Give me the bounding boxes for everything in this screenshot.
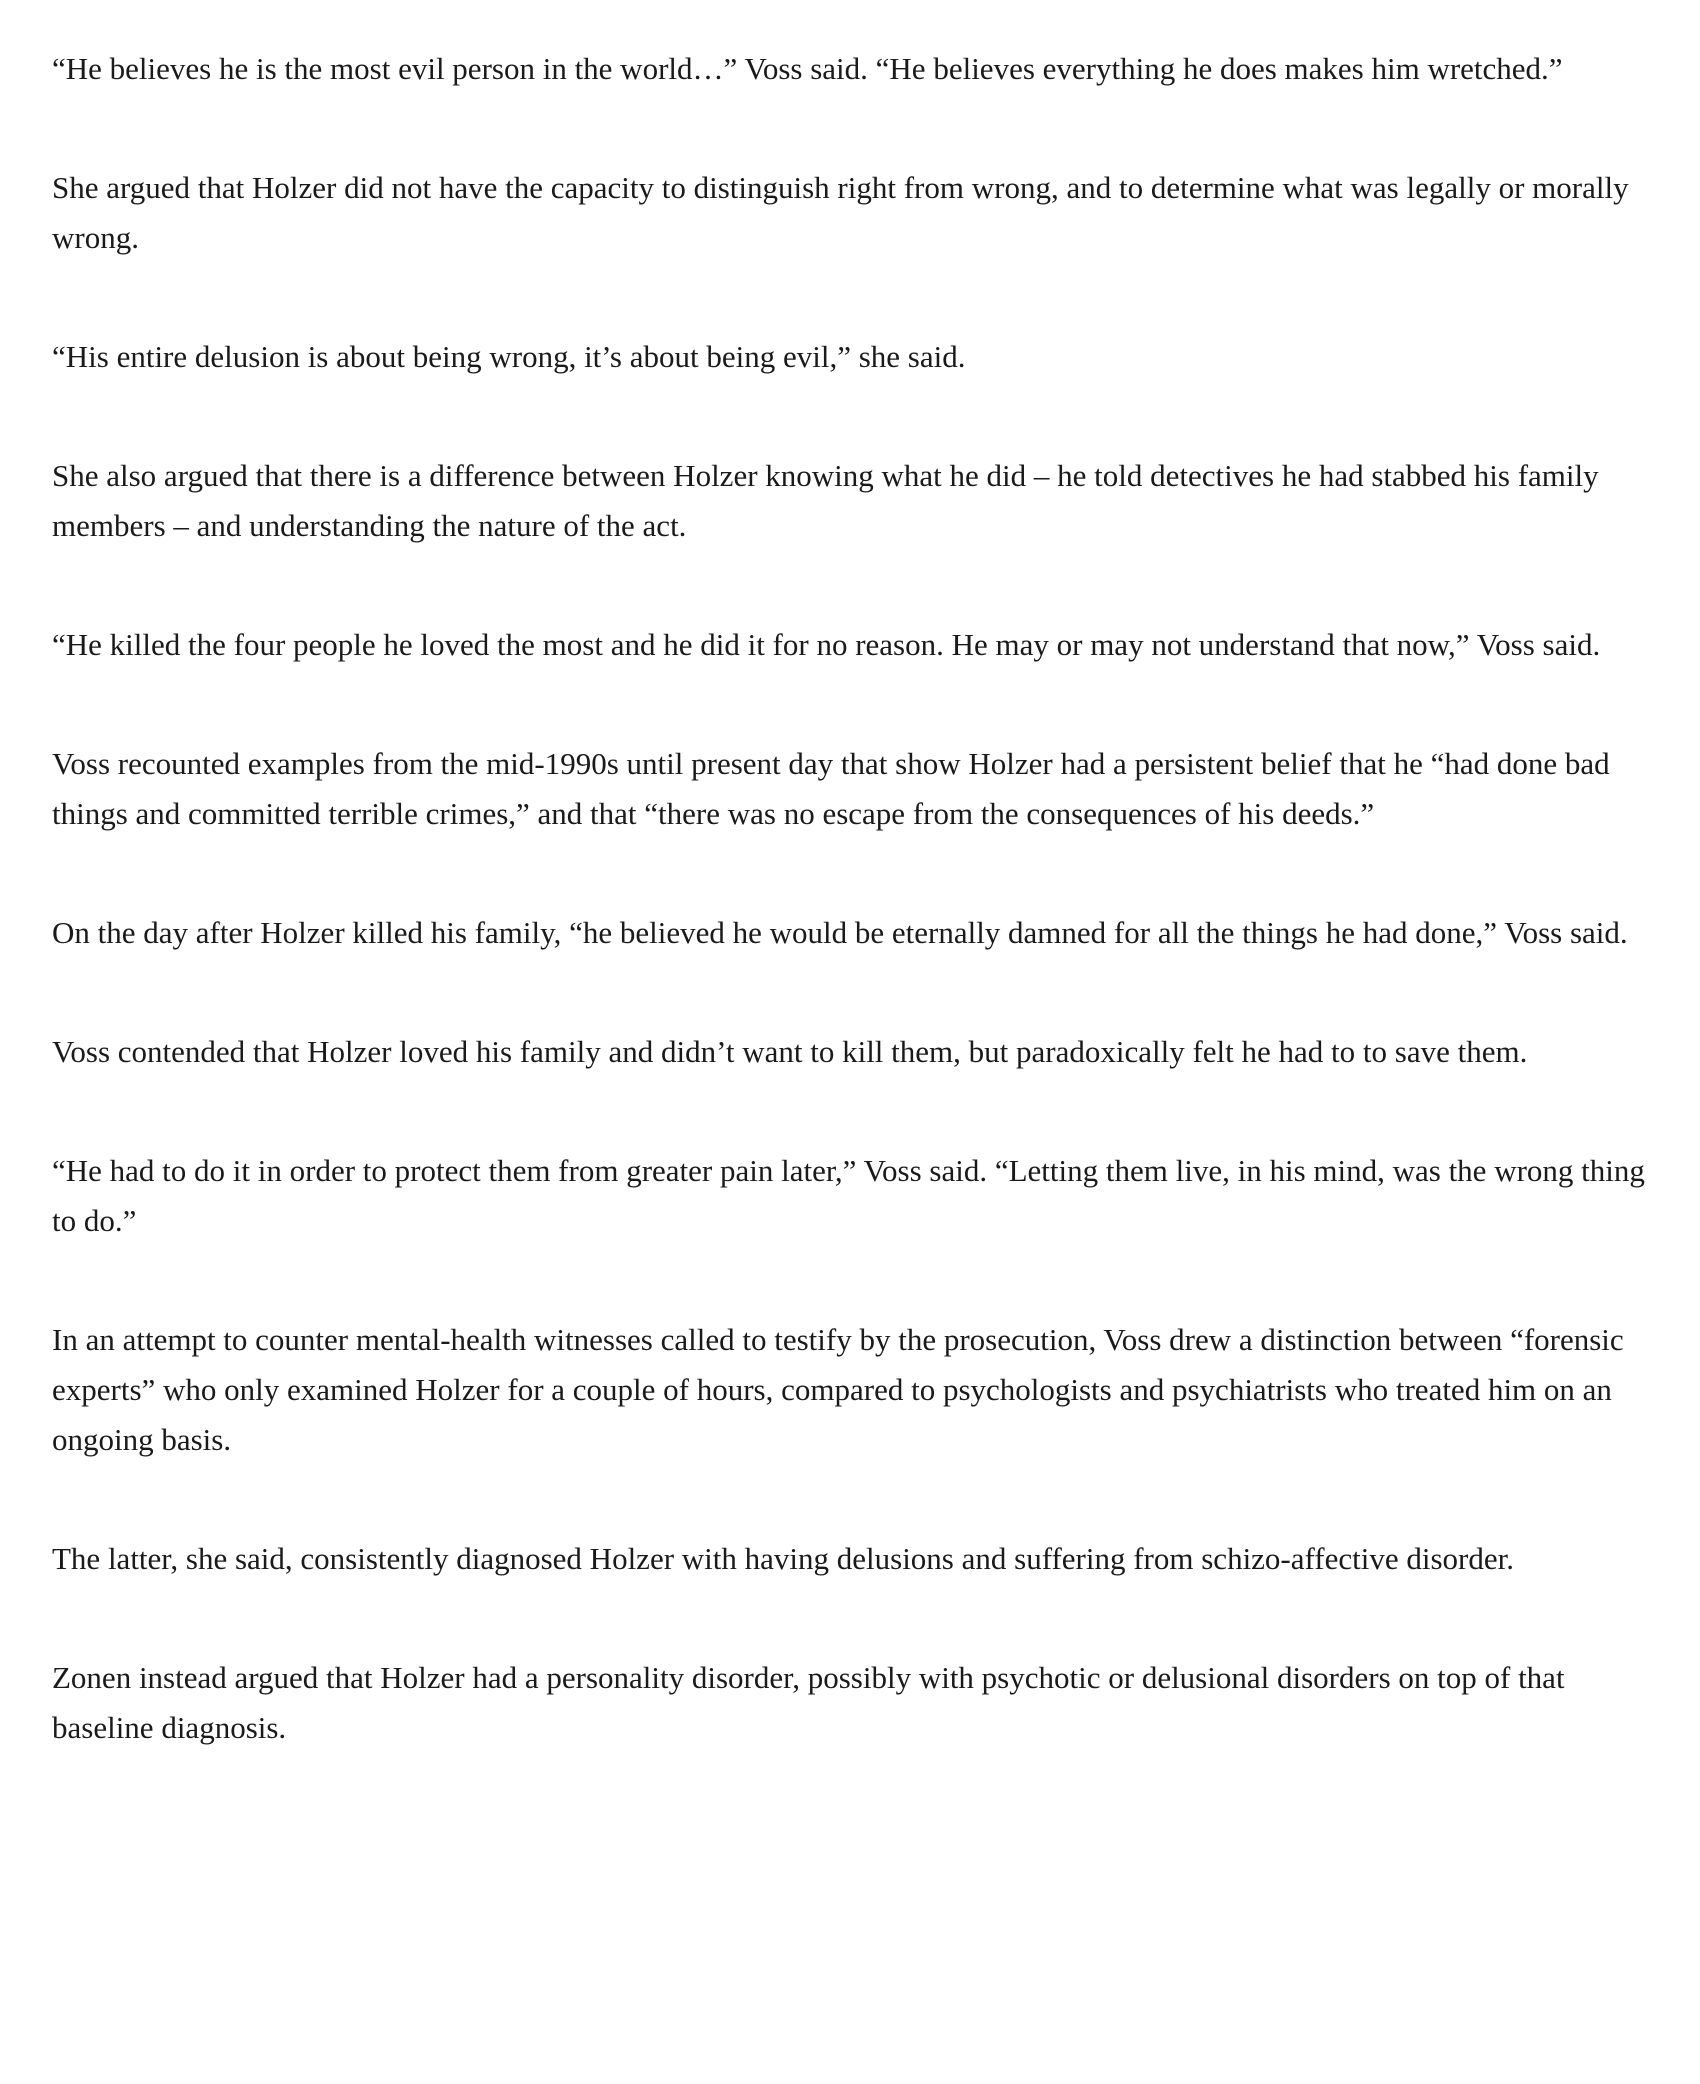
paragraph-9: “He had to do it in order to protect them from greater pain later,” Voss said. “Letting them live, in his mind, was the wrong thing to do.”	[52, 1153, 1645, 1238]
paragraph-2: She argued that Holzer did not have the capacity to distinguish right from wrong, and to determine what was legally or morally wrong.	[52, 170, 1629, 255]
paragraph-4: She also argued that there is a difference between Holzer knowing what he did – he told detectives he had stabbed his family members – and understanding the nature of the act.	[52, 458, 1599, 543]
document-page	[52, 44, 1672, 1753]
paragraph-10: In an attempt to counter mental-health witnesses called to testify by the prosecution, Voss drew a distinction between “forensic experts” who only examined Holzer for a couple of hours, compared to psychologists and psychiatrists who treated him on an ongoing basis.	[52, 1322, 1624, 1457]
paragraph-3: “His entire delusion is about being wrong, it’s about being evil,” she said.	[52, 339, 966, 374]
paragraph-6: Voss recounted examples from the mid-1990s until present day that show Holzer had a persistent belief that he “had done bad things and committed terrible crimes,” and that “there was no escape from the consequences of his deeds.”	[52, 746, 1610, 831]
paragraph-11: The latter, she said, consistently diagnosed Holzer with having delusions and suffering from schizo-affective disorder.	[52, 1541, 1514, 1576]
paragraph-12: Zonen instead argued that Holzer had a personality disorder, possibly with psychotic or delusional disorders on top of that baseline diagnosis.	[52, 1660, 1565, 1745]
paragraph-1: “He believes he is the most evil person in the world…” Voss said. “He believes everything he does makes him wretched.”	[52, 51, 1563, 86]
paragraph-5: “He killed the four people he loved the most and he did it for no reason. He may or may not understand that now,” Voss said.	[52, 627, 1601, 662]
paragraph-8: Voss contended that Holzer loved his family and didn’t want to kill them, but paradoxically felt he had to to save them.	[52, 1034, 1528, 1069]
paragraph-7: On the day after Holzer killed his family, “he believed he would be eternally damned for all the things he had done,” Voss said.	[52, 915, 1628, 950]
